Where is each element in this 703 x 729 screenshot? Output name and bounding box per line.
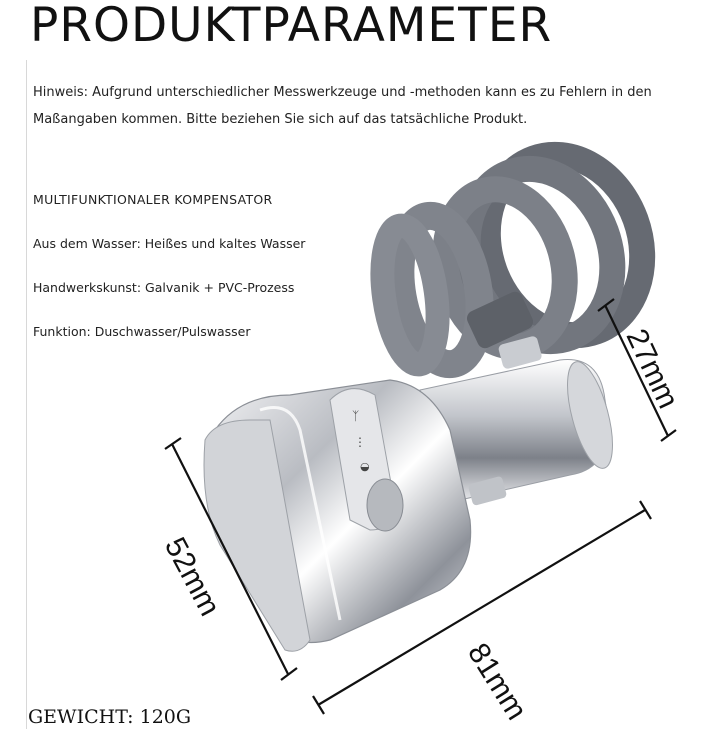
dim-label-27mm: 27mm [619,324,685,414]
mode-icon-1: ᛉ [352,409,360,423]
spec-heading: MULTIFUNKTIONALER KOMPENSATOR [33,192,273,207]
page-title: PRODUKTPARAMETER [30,0,553,53]
mode-icon-3: ◒ [360,460,370,473]
spec-function: Funktion: Duschwasser/Pulswasser [33,324,251,339]
coiled-hose [375,133,667,371]
spec-water: Aus dem Wasser: Heißes und kaltes Wasser [33,236,306,251]
note-line-2: Maßangaben kommen. Bitte beziehen Sie sich auf das tatsächliche Produkt. [33,112,528,127]
spec-craft: Handwerkskunst: Galvanik + PVC-Prozess [33,280,295,295]
aerator-head [204,380,471,651]
dim-label-52mm: 52mm [157,532,227,622]
dim-label-81mm: 81mm [461,637,534,726]
weight-label: GEWICHT: 120G [28,706,192,728]
note-line-1: Hinweis: Aufgrund unterschiedlicher Messwerkzeuge und -methoden kann es zu Fehlern in den [33,85,652,100]
mode-icon-2: ⋮ [354,435,366,449]
